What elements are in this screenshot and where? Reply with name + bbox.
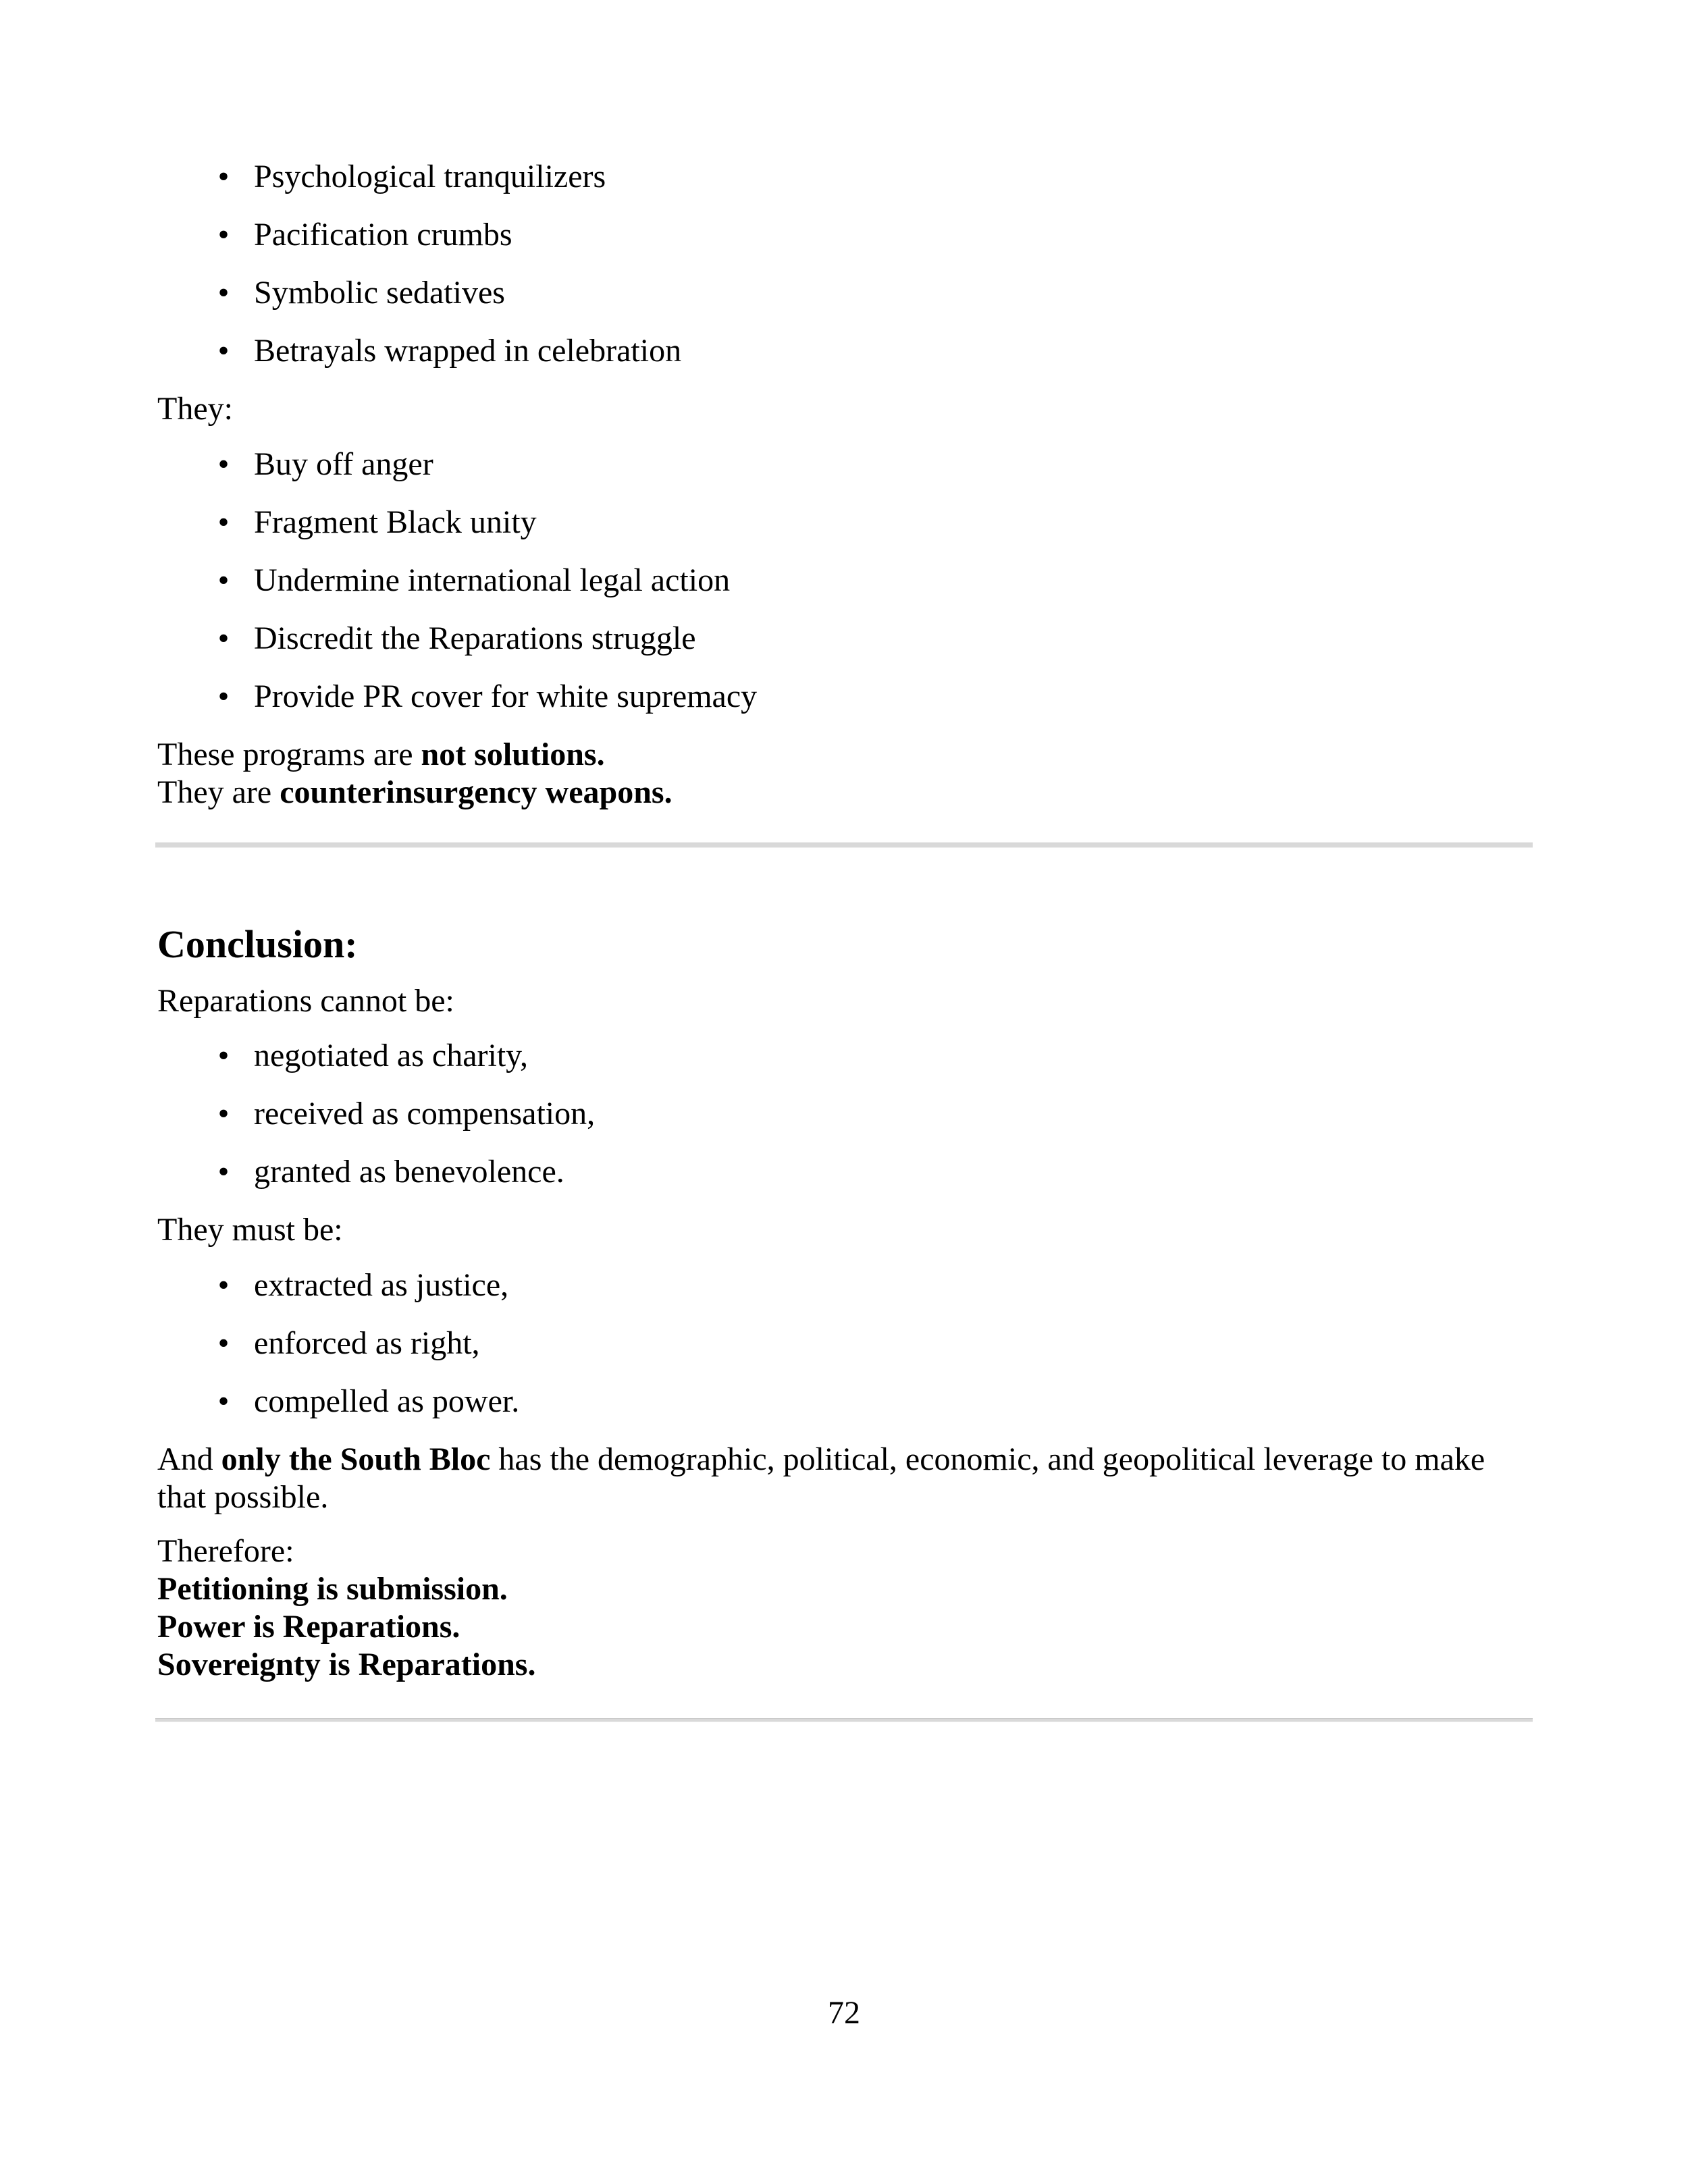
south-bloc-paragraph: [157, 1441, 1535, 1516]
list-item-text: Fragment Black unity: [254, 504, 537, 540]
bullet-icon: •: [217, 678, 230, 714]
bullet-icon: •: [217, 446, 230, 482]
page-number: 72: [828, 1995, 860, 2031]
list-item-text: enforced as right,: [254, 1325, 480, 1361]
bullet-icon: •: [217, 333, 230, 369]
cannot-label: Reparations cannot be:: [157, 983, 454, 1019]
bullet-icon: •: [217, 562, 230, 598]
bullet-icon: •: [217, 217, 230, 252]
bullet-icon: •: [217, 1325, 230, 1361]
list-item-text: received as compensation,: [254, 1096, 596, 1131]
list-item-text: Provide PR cover for white supremacy: [254, 678, 758, 714]
they-label: They:: [157, 391, 233, 427]
list-item-text: compelled as power.: [254, 1383, 520, 1419]
programs-line-1: [157, 736, 605, 774]
programs-line-1-bold: not solutions.: [421, 737, 605, 772]
bullet-icon: •: [217, 1267, 230, 1303]
south-bloc-bold: only the South Bloc: [221, 1441, 491, 1477]
south-bloc-suffix: has the demographic, political, economic, and geopolitical leverage to make that possible.: [157, 1441, 1485, 1515]
bullet-icon: •: [217, 504, 230, 540]
bullet-icon: •: [217, 620, 230, 656]
bullet-icon: •: [217, 1096, 230, 1131]
programs-line-2-prefix: They are: [157, 774, 280, 810]
bullet-icon: •: [217, 1154, 230, 1190]
list-item-text: Psychological tranquilizers: [254, 159, 606, 194]
list-item-text: granted as benevolence.: [254, 1154, 564, 1190]
horizontal-divider: [155, 843, 1533, 848]
horizontal-divider: [155, 1718, 1533, 1722]
therefore-label: Therefore:: [157, 1533, 294, 1569]
must-label: They must be:: [157, 1212, 343, 1248]
list-item-text: Buy off anger: [254, 446, 433, 482]
list-item-text: extracted as justice,: [254, 1267, 509, 1303]
list-item-text: Symbolic sedatives: [254, 275, 505, 311]
list-item-text: Pacification crumbs: [254, 217, 512, 252]
final-line-3: Sovereignty is Reparations.: [157, 1647, 536, 1682]
final-line-2: Power is Reparations.: [157, 1609, 460, 1645]
bullet-icon: •: [217, 159, 230, 194]
list-item-text: Undermine international legal action: [254, 562, 731, 598]
list-item-text: Discredit the Reparations struggle: [254, 620, 696, 656]
list-item-text: Betrayals wrapped in celebration: [254, 333, 682, 369]
programs-line-1-prefix: These programs are: [157, 737, 421, 772]
conclusion-heading: Conclusion:: [157, 922, 358, 966]
bullet-icon: •: [217, 1383, 230, 1419]
south-bloc-prefix: And: [157, 1441, 221, 1477]
programs-line-2-bold: counterinsurgency weapons.: [280, 774, 672, 810]
list-item-text: negotiated as charity,: [254, 1038, 529, 1073]
bullet-icon: •: [217, 1038, 230, 1073]
programs-line-2: [157, 774, 672, 811]
final-line-1: Petitioning is submission.: [157, 1571, 508, 1607]
bullet-icon: •: [217, 275, 230, 311]
